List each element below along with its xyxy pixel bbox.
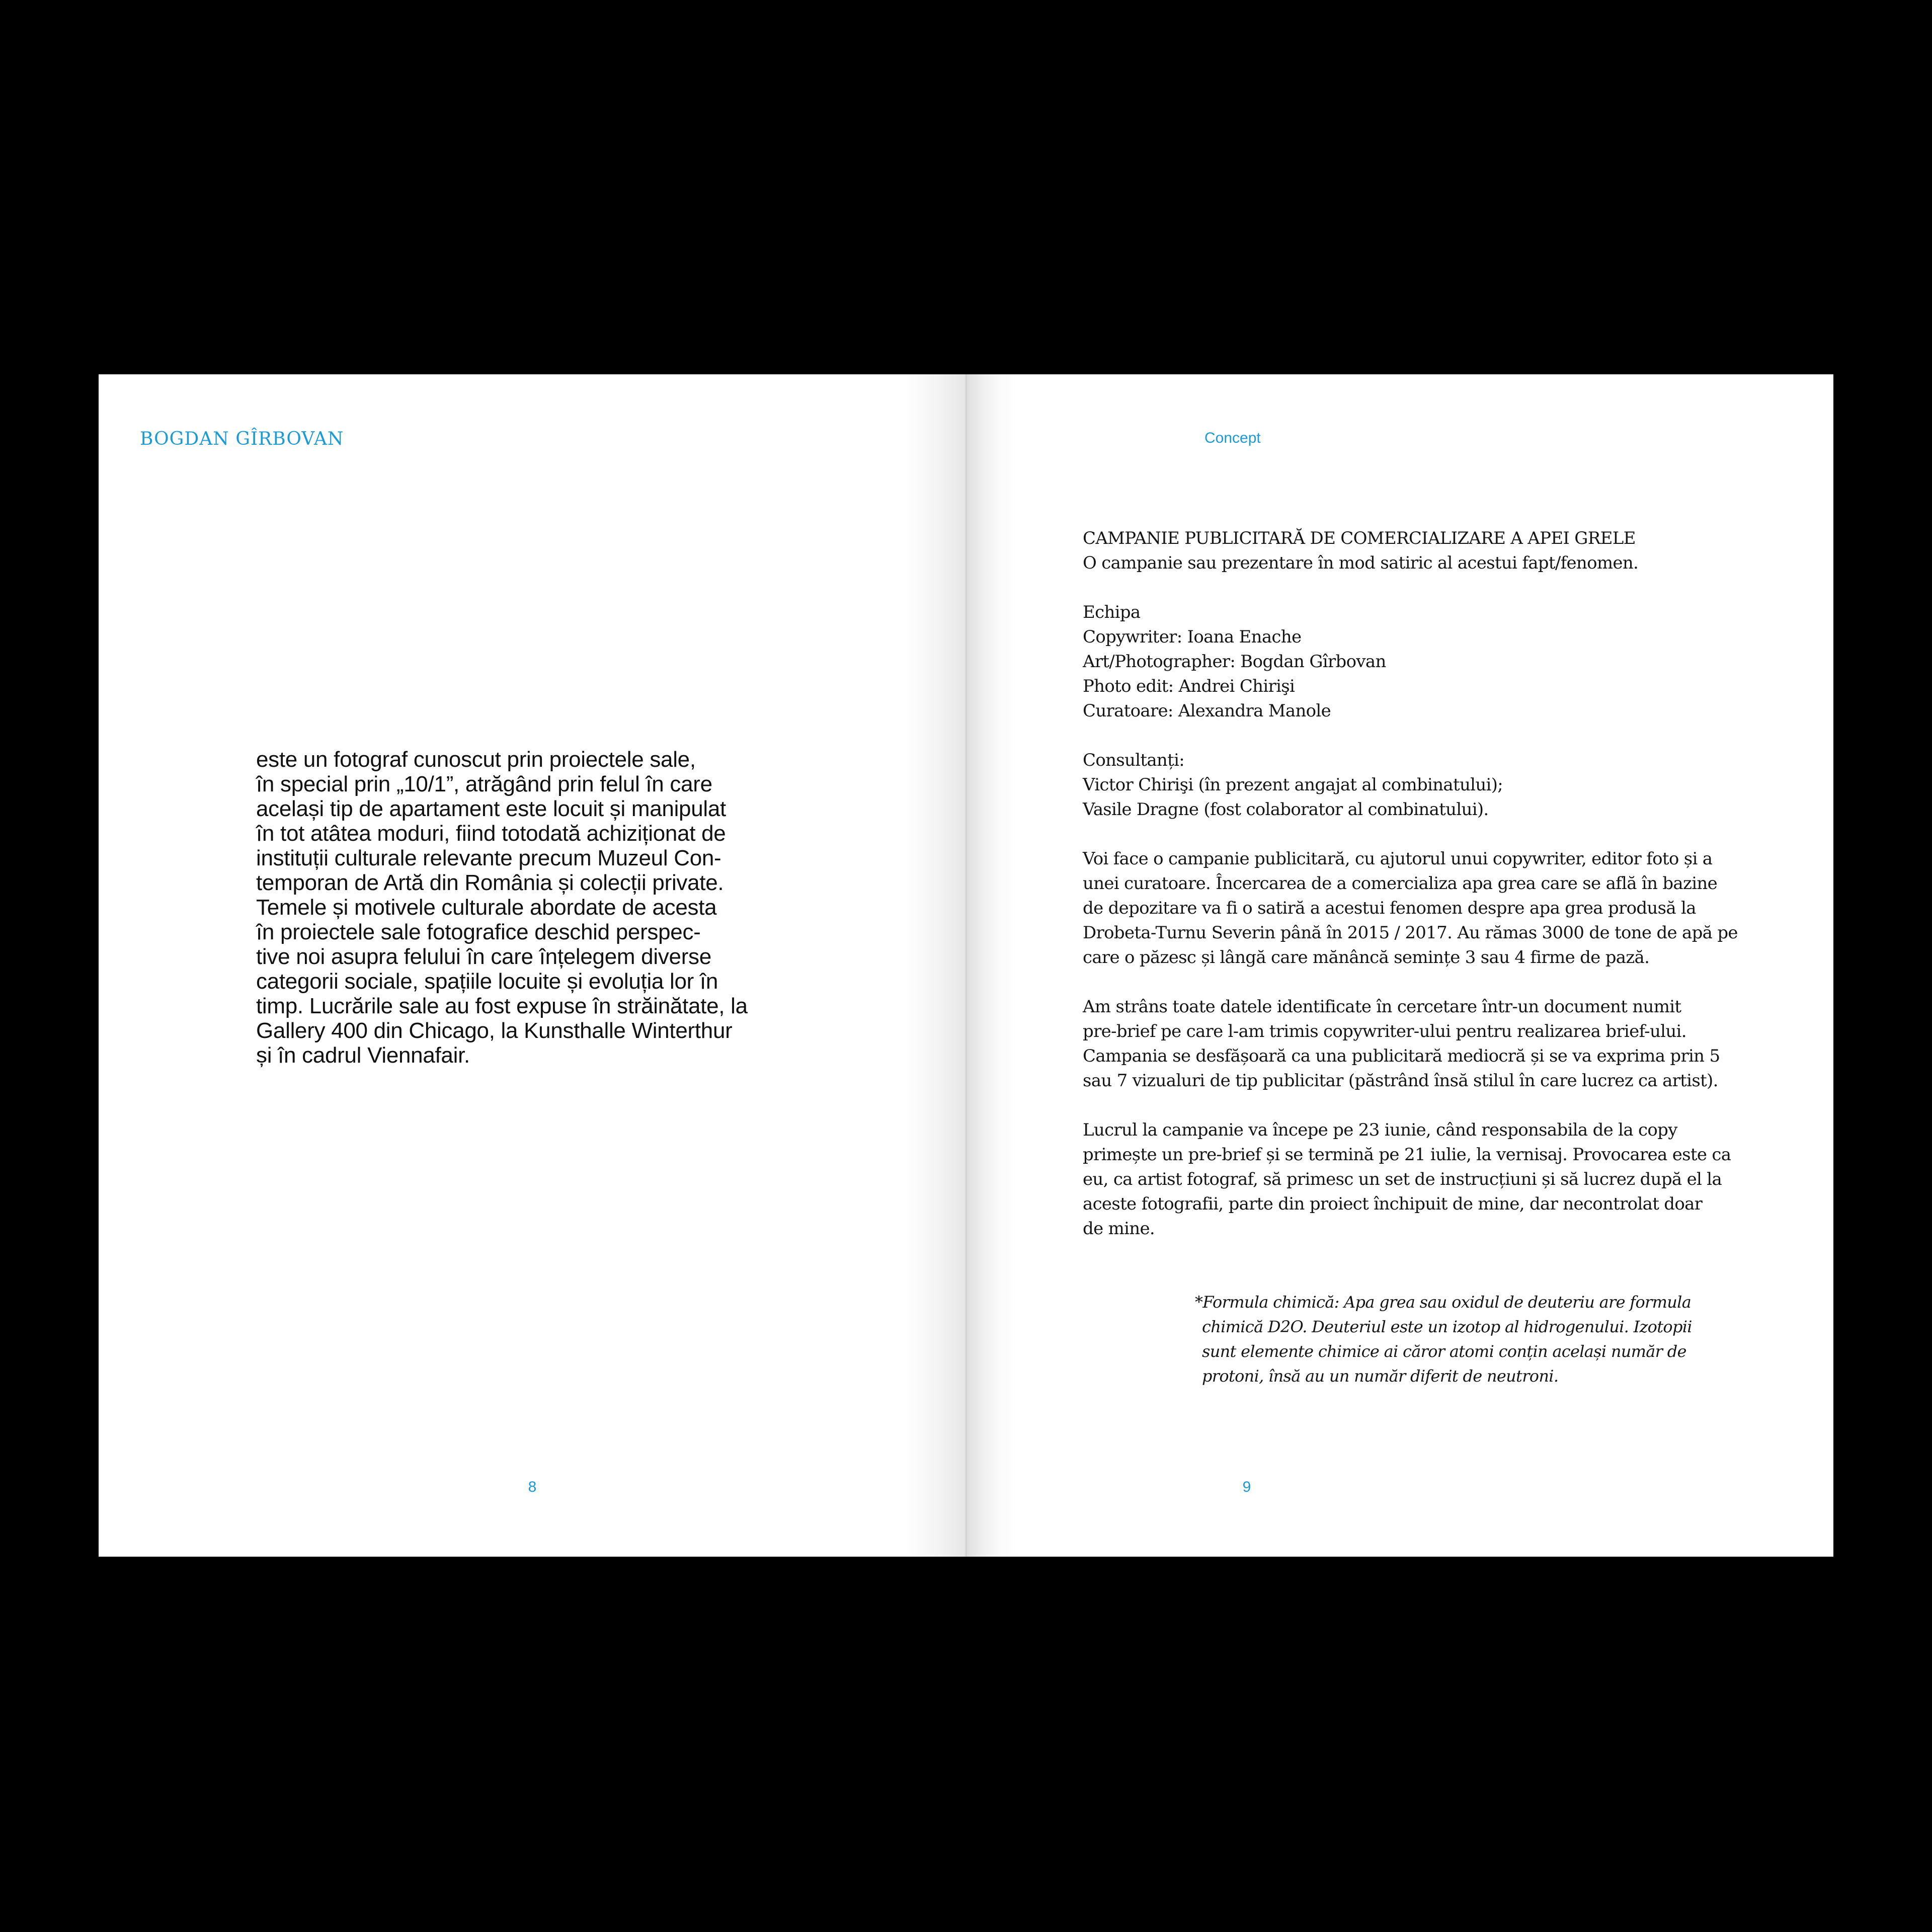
paragraph-line: pre-brief pe care l-am trimis copywriter-ului pentru realizarea brief-ului. (1083, 1021, 1686, 1041)
paragraph-gap (1083, 723, 1817, 748)
bio-line: tive noi asupra felului în care înțelegem diverse (256, 944, 711, 969)
footnote-line: chimică D2O. Deuteriul este un izotop al hidrogenului. Izotopii (1202, 1317, 1692, 1336)
paragraph-line: Drobeta-Turnu Severin până în 2015 / 2017. Au rămas 3000 de tone de apă pe (1083, 923, 1738, 943)
paragraph-gap (1083, 1093, 1817, 1118)
team-member: Photo edit: Andrei Chirişi (1083, 676, 1295, 696)
right-page (966, 374, 1833, 1557)
bio-line: este un fotograf cunoscut prin proiectele sale, (256, 747, 696, 772)
section-title: Concept (1204, 430, 1261, 446)
consultant: Victor Chirişi (în prezent angajat al combinatului); (1083, 775, 1503, 795)
footnote (1195, 1290, 1809, 1389)
campaign-heading: CAMPANIE PUBLICITARĂ DE COMERCIALIZARE A APEI GRELE (1083, 528, 1636, 548)
team-member: Curatoare: Alexandra Manole (1083, 701, 1331, 721)
book-spread (99, 374, 1833, 1557)
bio-line: categorii sociale, spațiile locuite și evoluția lor în (256, 969, 718, 994)
left-page (99, 374, 966, 1557)
paragraph-gap (1083, 822, 1817, 847)
paragraph-line: Voi face o campanie publicitară, cu ajutorul unui copywriter, editor foto și a (1083, 849, 1713, 869)
paragraph-line: aceste fotografii, parte din proiect închipuit de mine, dar necontrolat doar (1083, 1194, 1703, 1214)
bio-line: același tip de apartament este locuit și manipulat (256, 796, 726, 821)
bio-line: instituții culturale relevante precum Muzeul Con- (256, 846, 721, 870)
campaign-subheading: O campanie sau prezentare în mod satiric al acestui fapt/fenomen. (1083, 553, 1639, 573)
paragraph-line: Campania se desfășoară ca una publicitară mediocră și se va exprima prin 5 (1083, 1046, 1720, 1066)
paragraph-line: sau 7 vizualuri de tip publicitar (păstrând însă stilul în care lucrez ca artist). (1083, 1071, 1718, 1091)
bio-line: temporan de Artă din România și colecții private. (256, 870, 724, 895)
team-label: Echipa (1083, 602, 1141, 622)
bio-line: Temele și motivele culturale abordate de acesta (256, 895, 717, 920)
paragraph-line: primește un pre-brief și se termină pe 21 iulie, la vernisaj. Provocarea este ca (1083, 1145, 1731, 1165)
footnote-line: sunt elemente chimice ai căror atomi conțin același număr de (1202, 1342, 1686, 1361)
running-head-author: BOGDAN GÎRBOVAN (140, 429, 344, 449)
paragraph-line: unei curatoare. Încercarea de a comercializa apa grea care se află în bazine (1083, 873, 1718, 894)
concept-body (1083, 526, 1817, 1241)
paragraph-line: Am strâns toate datele identificate în cercetare într-un document numit (1083, 997, 1681, 1017)
paragraph-gap (1083, 970, 1817, 995)
paragraph-gap (1083, 576, 1817, 600)
paragraph-line: care o păzesc și lângă care mănâncă semințe 3 sau 4 firme de pază. (1083, 947, 1650, 968)
paragraph-line: Lucrul la campanie va începe pe 23 iunie, când responsabila de la copy (1083, 1120, 1677, 1140)
bio-line: Gallery 400 din Chicago, la Kunsthalle Winterthur (256, 1018, 733, 1043)
team-member: Art/Photographer: Bogdan Gîrbovan (1083, 652, 1386, 672)
team-member: Copywriter: Ioana Enache (1083, 627, 1302, 647)
bio-line: și în cadrul Viennafair. (256, 1043, 470, 1068)
consultant: Vasile Dragne (fost colaborator al combinatului). (1083, 799, 1489, 820)
artist-bio (256, 747, 860, 1068)
bio-line: timp. Lucrările sale au fost expuse în străinătate, la (256, 994, 748, 1018)
paragraph-line: de depozitare va fi o satiră a acestui fenomen despre apa grea produsă la (1083, 898, 1696, 918)
bio-line: în proiectele sale fotografice deschid perspec- (256, 920, 701, 944)
page-number-left: 8 (528, 1479, 537, 1495)
consultants-label: Consultanți: (1083, 750, 1185, 770)
paragraph-line: de mine. (1083, 1219, 1155, 1239)
paragraph-line: eu, ca artist fotograf, să primesc un set de instrucțiuni și să lucrez după el la (1083, 1169, 1722, 1189)
bio-line: în special prin „10/1”, atrăgând prin felul în care (256, 772, 712, 796)
footnote-line: protoni, însă au un număr diferit de neutroni. (1202, 1366, 1559, 1386)
book-gutter (964, 374, 968, 1557)
bio-line: în tot atâtea moduri, fiind totodată achiziționat de (256, 821, 726, 846)
page-number-right: 9 (1242, 1479, 1251, 1495)
footnote-line: *Formula chimică: Apa grea sau oxidul de deuteriu are formula (1195, 1293, 1692, 1312)
